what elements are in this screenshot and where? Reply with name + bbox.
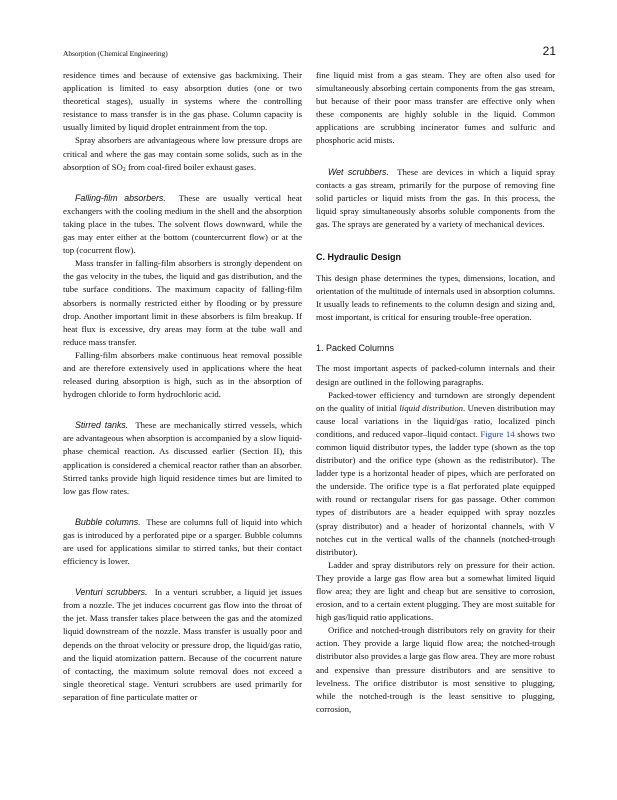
falling-film-title: Falling-film absorbers. [75,192,166,203]
falling-film-text: These are usually vertical heat exchangers with the cooling medium in the shell and the absorption taking place in the tubes. The solvent flows downward, while the gas may enter either at the bottom (countercurrent flow) or at the top (cocurrent flow). [63,192,303,256]
liquid-distribution-text-b: . Uneven distribution may cause local variations in the liquid/gas ratio, localized pinch conditions, and reduced vapor–liquid contact. [316,402,555,439]
wet-scrubbers-text: These are devices in which a liquid spray contacts a gas stream, primarily for the purpose of removing fine solid particles or liquid mists from the gas. In this process, the liquid spray simultaneously absorbs soluble components from the gas. The sprays are generated by a variety of mechanical devices. [316,166,555,229]
subsection-heading-packed-columns: 1. Packed Columns [316,343,395,354]
paragraph-packed-intro: The most important aspects of packed-column internals and their design are outlined in the following paragraphs. [316,363,555,387]
bubble-columns-title: Bubble columns. [75,516,141,527]
paragraph-falling-film-mass-transfer: Mass transfer in falling-film absorbers is strongly dependent on the gas velocity in the tubes, the liquid and gas distribution, and the tube surface conditions. The maximum capacity of falling-film absorbers is normally restricted either by flooding or by pressure drop. Another important limit in these absorbers is film breakup. If heat flux is excessive, dry areas may form at the tube wall and reduce mass transfer. [63,258,302,347]
subscript-2: 2 [122,166,126,173]
venturi-scrubbers-text: In a venturi scrubber, a liquid jet issues from a nozzle. The jet induces cocurrent gas flow into the throat of the jet. Mass transfer takes place between the gas and the atomized liquid downstream of the nozzle. Mass transfer is usually poor and depends on the throat velocity or pressure drop, the liquid/gas ratio, and the liquid atomization pattern. Because of the cocurrent nature of contacting, the maximum solute removal does not exceed a single theoretical stage. Venturi scrubbers are used primarily for separation of fine particulate matter or [63,587,302,702]
paragraph-spray-advantages [63,134,302,173]
paragraph-falling-film [63,192,302,257]
figure-14-link[interactable]: Figure 14 [480,428,515,439]
spray-text-a: Spray absorbers are advantageous where low pressure drops are critical and where the gas may contain some solids, such as in the absorption of SO [63,135,302,172]
liquid-distribution-term: liquid distribution [399,402,464,413]
stirred-tanks-title: Stirred tanks. [75,420,129,431]
paragraph-hydraulic-design: This design phase determines the types, dimensions, location, and orientation of the multitude of internals used in absorption columns. It usually leads to refinements to the column design and sizing and, most important, is critical for ensuring trouble-free operation. [316,273,555,323]
paragraph-venturi-scrubbers [63,586,302,704]
running-head: Absorption (Chemical Engineering) [63,49,168,58]
paragraph-bubble-columns [63,516,302,568]
paragraph-wet-scrubbers [316,166,555,231]
paragraph-falling-film-heat-removal: Falling-film absorbers make continuous heat removal possible and are therefore extensively used in applications where the heat released during absorption is high, such as in the absorption of hydrogen chloride to form hydrochloric acid. [63,349,302,400]
paragraph-stirred-tanks [63,419,302,498]
paragraph-gravity-distributors: Orifice and notched-trough distributors rely on gravity for their action. They provide a large liquid flow area; the notched-trough distributor also provides a large gas flow area. They are more robust and expensive than pressure distributors and are sensitive to levelness. The orifice distributor is most sensitive to plugging, while the notched-trough is the least sensitive to plugging, corrosion, [316,625,555,714]
spray-text-b: from coal-fired boiler exhaust gases. [125,161,257,172]
page-header [63,44,556,60]
wet-scrubbers-title: Wet scrubbers. [328,166,389,177]
left-column [63,69,302,704]
right-column [316,69,555,716]
paragraph-liquid-distribution [316,389,555,559]
section-heading-hydraulic-design: C. Hydraulic Design [316,252,402,263]
bubble-columns-text: These are columns full of liquid into which gas is introduced by a perforated pipe or a sparger. Bubble columns are used for applications similar to stirred tanks, but their contact efficiency is lower. [63,516,303,567]
stirred-tanks-text: These are mechanically stirred vessels, which are advantageous when absorption is accompanied by a slow liquid-phase chemical reaction. As discussed earlier (Section II), this application is considered a chemical reactor rather than an absorber. Stirred tanks provide high liquid residence times but are limited to low gas flow rates. [63,420,303,496]
liquid-distribution-text-a: Packed-tower efficiency and turndown are strongly dependent on the quality of initial [316,389,555,413]
page-number: 21 [542,44,556,58]
paragraph-venturi-continued: fine liquid mist from a gas steam. They are often also used for simultaneously absorbing certain components from the gas stream, but because of their poor mass transfer are effective only when these components are highly soluble in the liquid. Common applications are scrubbing incinerator fumes and sulfuric and phosphoric acid mists. [316,70,555,146]
paragraph-spray-continued: residence times and because of extensive gas backmixing. Their application is limited to easy absorption duties (one or two theoretical stages), usually in systems where the controlling resistance to mass transfer is in the gas phase. Column capacity is usually limited by liquid droplet entrainment from the top. [63,70,302,133]
venturi-scrubbers-title: Venturi scrubbers. [75,587,148,598]
liquid-distribution-text-c: shows two common liquid distributor types, the ladder type (shown as the top distributor) and the orifice type (shown as the redistributor). The ladder type is a horizontal header of pipes, which are perforated on the underside. The orifice type is a flat perforated plate equipped with round or rectangular risers for gas passage. Other common types of distributors are a header equipped with spray nozzles (spray distributor) and a header of horizontal channels, with V notches cut in the vertical walls of the channels (notched-trough distributor). [316,428,555,557]
paragraph-pressure-distributors: Ladder and spray distributors rely on pressure for their action. They provide a large gas flow area but a somewhat limited liquid flow area; they are light and cheap but are sensitive to corrosion, erosion, and to a certain extent plugging. They are most suitable for high gas/liquid ratio applications. [316,559,555,623]
